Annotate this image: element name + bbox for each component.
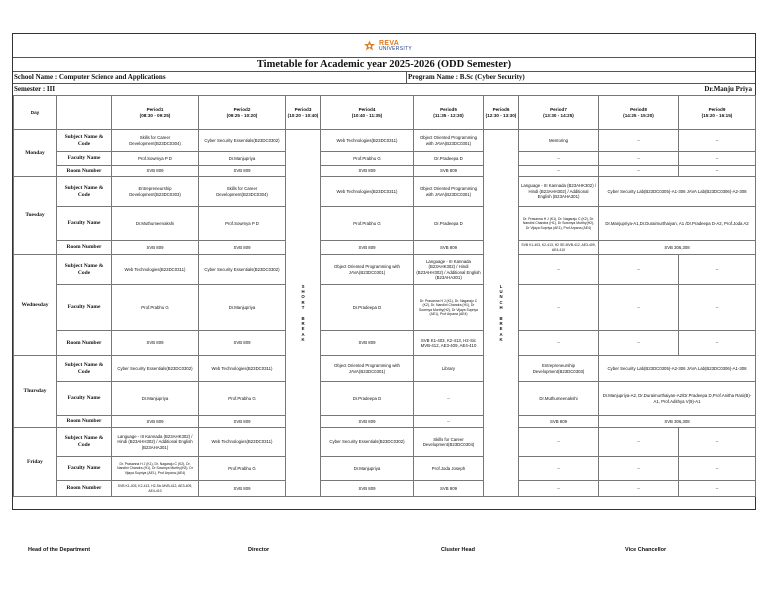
table-cell: SVB K1-403, K2-413, H2 SE-MVB-412, AE3-409, AE4-410 [519, 241, 599, 255]
row-label-faculty: Faculty Name [57, 285, 112, 331]
table-cell: -- [679, 457, 756, 481]
table-cell: SVB 306,308 [599, 416, 756, 428]
table-cell: Library [414, 356, 484, 382]
table-cell: Dr.Pradeepa D [414, 207, 484, 241]
table-cell: -- [519, 166, 599, 177]
period-header: Period3 (10:20 - 10:40) [286, 96, 321, 130]
table-cell: SVB 809 [414, 166, 484, 177]
row-label-faculty: Faculty Name [57, 382, 112, 416]
table-cell: -- [599, 255, 679, 285]
table-cell: Dr.Manjupriya-A1,Dr.Duraimurthaiyan, A1 /Dr.Pradeepa D-A2, Prof.Joda A2 [599, 207, 756, 241]
table-cell: SVB 809 [321, 416, 414, 428]
row-label-subject: Subject Name & Code [57, 428, 112, 457]
table-cell: Dr.Manjupriya-A2, Dr.Duraimurthaiyan-A2/Dr.Pradeepa D,Prof.Anitha Rani(B)-A1, Prof.Adithya V(9)-A1 [599, 382, 756, 416]
table-cell: Prof.Joda Joseph [414, 457, 484, 481]
table-cell: Cyber Security Essentials(B23DC0302) [112, 356, 199, 382]
period-header: Period2 (09:25 - 10:20) [199, 96, 286, 130]
table-cell: SVB 809 [321, 241, 414, 255]
table-cell: SVB 809 [112, 241, 199, 255]
row-label-faculty: Faculty Name [57, 152, 112, 166]
table-cell: Skills for Career Development(B23DC0304) [414, 428, 484, 457]
table-cell: -- [599, 152, 679, 166]
period-header: Period9 (15:20 - 16:15) [679, 96, 756, 130]
table-cell: -- [599, 331, 679, 356]
table-cell: -- [519, 255, 599, 285]
table-cell: -- [679, 428, 756, 457]
table-cell: Dr.Manjupriya [321, 457, 414, 481]
row-label-subject: Subject Name & Code [57, 130, 112, 152]
row-label-room: Room Number [57, 331, 112, 356]
table-cell: Language - III Kannada (B23AHK302) / Hindi (B23AHH302) / Additional English (B23AHA301) [414, 255, 484, 285]
table-cell: Prof.Prabhu G [321, 207, 414, 241]
signature-hod: Head of the Department [28, 547, 91, 553]
table-cell: Cyber Security Essentials(B23DC0302) [199, 130, 286, 152]
table-row [14, 457, 756, 481]
table-cell: -- [599, 457, 679, 481]
table-cell: Prof.Sowmya P D [199, 207, 286, 241]
table-cell: -- [519, 285, 599, 331]
row-label-subject: Subject Name & Code [57, 356, 112, 382]
table-cell: Entrepreneurship Development(B23DC0303) [112, 177, 199, 207]
day-cell-monday: Monday [14, 130, 57, 177]
table-row [14, 255, 756, 285]
table-cell: Dr.Muthumeenakshi [519, 382, 599, 416]
page-title: Timetable for Academic year 2025-2026 (ODD Semester) [256, 59, 512, 70]
row-label-room: Room Number [57, 416, 112, 428]
table-cell: -- [519, 481, 599, 497]
table-cell: Object Oriented Programming with JAVA(B23DC0301) [414, 130, 484, 152]
table-cell: SVB 809 [112, 166, 199, 177]
table-row [14, 177, 756, 207]
table-row [14, 241, 756, 255]
university-logo [363, 37, 427, 55]
table-cell: SVB 809 [414, 481, 484, 497]
table-row [14, 285, 756, 331]
table-cell: Prof.Prabhu G [199, 457, 286, 481]
table-cell: SVB 809 [321, 166, 414, 177]
table-row [14, 382, 756, 416]
table-cell: Entrepreneurship Development(B23DC0303) [519, 356, 599, 382]
table-cell: Web Technologies(B23DC0311) [321, 177, 414, 207]
table-cell: -- [414, 416, 484, 428]
table-cell: Cyber Security Essentials(B23DC0302) [321, 428, 414, 457]
table-cell: -- [519, 331, 599, 356]
table-row [14, 331, 756, 356]
signature-director: Director [248, 547, 270, 553]
table-cell: Dr.Pradeepa D [321, 382, 414, 416]
period-header: Period1 (08:30 - 09:25) [112, 96, 199, 130]
header-row [14, 96, 756, 130]
table-cell: SVB 809 [321, 481, 414, 497]
table-cell: Web Technologies(B23DC0311) [199, 428, 286, 457]
table-cell: Dr.Manjupriya [199, 285, 286, 331]
table-cell: Dr.Pradeepa D [414, 152, 484, 166]
logo-subtitle: UNIVERSITY [379, 46, 413, 52]
table-cell: -- [599, 130, 679, 152]
table-cell: Cyber Security Lab(B23DC0305)-A1-306 JAVA Lab(B23DC0306)-A2-308 [599, 177, 756, 207]
table-cell: SVB 809 [199, 416, 286, 428]
table-row [14, 152, 756, 166]
period-header: Period7 (13:30 - 14:25) [519, 96, 599, 130]
table-cell: Dr. Prasanna H J (K1), Dr. Nagaraju C (K2), Dr. Nandini Chandra (H1), Dr Sowmya Murthy(H2), Dr Vijaya Supriya (AE1), Prof Arpana (AE4) [519, 207, 599, 241]
school-name: School Name : Computer Science and Applications [14, 73, 166, 81]
program-name: Program Name : B.Sc (Cyber Security) [408, 73, 525, 81]
table-cell: -- [679, 130, 756, 152]
table-cell: Prof.Prabhu G [112, 285, 199, 331]
table-row [14, 428, 756, 457]
period-header: Period5 (11:35 - 12:30) [414, 96, 484, 130]
table-cell: -- [679, 331, 756, 356]
table-cell: Cyber Security Lab(B23DC0305)-A2-306 JAVA Lab(B23DC0306)-A1-308 [599, 356, 756, 382]
day-cell-wednesday: Wednesday [14, 255, 57, 356]
reva-emblem-icon [363, 40, 376, 53]
table-cell: -- [599, 285, 679, 331]
table-cell: Prof.Prabhu G [321, 152, 414, 166]
divider [13, 57, 755, 58]
table-cell: Dr. Prasanna H J (K1), Dr. Nagaraju C (K2), Dr. Nandini Chandra (H1), Dr Sowmya Murthy(H2), Dr Vijaya Supriya (AE1), Prof Arpana (AE4) [112, 457, 199, 481]
table-cell: -- [519, 457, 599, 481]
table-cell: Dr.Manjupriya [199, 152, 286, 166]
table-cell: SVB 809 [199, 481, 286, 497]
row-label-subject: Subject Name & Code [57, 255, 112, 285]
table-cell: SVB 809 [112, 331, 199, 356]
table-cell: Prof.Prabhu G [199, 382, 286, 416]
table-cell: -- [679, 152, 756, 166]
table-cell: -- [519, 152, 599, 166]
table-cell: -- [599, 166, 679, 177]
timetable-table [13, 95, 756, 497]
table-row [14, 356, 756, 382]
lunch-break-column: L U N C H B R E A K [484, 130, 519, 497]
period-header: Period6 (12:30 - 13:30) [484, 96, 519, 130]
row-label-subject: Subject Name & Code [57, 177, 112, 207]
table-cell: Dr.Muthumeenakshi [112, 207, 199, 241]
table-cell: Dr. Prasanna H J (K1), Dr. Nagaraju C (K2), Dr. Nandini Chandra (H1), Dr Sowmya Murthy(H2), Dr Vijaya Supriya (AE1), Prof Arpana (AE4) [414, 285, 484, 331]
blank-header [57, 96, 112, 130]
table-cell: SVB K1-403, K2-413, H2-Sic MVB-412, AE3-409, AE4-410 [112, 481, 199, 497]
table-cell: SVB 809 [199, 331, 286, 356]
table-cell: -- [679, 285, 756, 331]
table-cell: Object Oriented Programming with JAVA(B23DC0301) [321, 356, 414, 382]
table-cell: -- [679, 481, 756, 497]
row-label-faculty: Faculty Name [57, 207, 112, 241]
row-label-room: Room Number [57, 241, 112, 255]
table-cell: SVB 809 [199, 241, 286, 255]
table-row [14, 481, 756, 497]
divider [13, 71, 755, 72]
coordinator-name: Dr.Manju Priya [704, 85, 752, 93]
table-cell: SVB 809 [519, 416, 599, 428]
row-label-room: Room Number [57, 166, 112, 177]
row-label-faculty: Faculty Name [57, 457, 112, 481]
divider [406, 71, 407, 83]
semester-label: Semester : III [14, 85, 56, 93]
table-cell: Skills for Career Development(B23DC0304) [199, 177, 286, 207]
timetable-sheet [12, 33, 756, 510]
table-cell: SVB 809 [112, 416, 199, 428]
table-row [14, 416, 756, 428]
table-cell: -- [599, 428, 679, 457]
table-cell: Dr.Pradeepa D [321, 285, 414, 331]
table-cell: -- [414, 382, 484, 416]
table-cell: -- [599, 481, 679, 497]
table-cell: Web Technologies(B23DC0311) [199, 356, 286, 382]
table-cell: Skills for Career Development(B23DC0304) [112, 130, 199, 152]
table-cell: Cyber Security Essentials(B23DC0302) [199, 255, 286, 285]
table-cell: Web Technologies(B23DC0311) [112, 255, 199, 285]
table-cell: -- [679, 255, 756, 285]
row-label-room: Room Number [57, 481, 112, 497]
period-header: Period8 (14:25 - 15:20) [599, 96, 679, 130]
day-cell-thursday: Thursday [14, 356, 57, 428]
table-cell: Language - III Kannada (B23AHK302) / Hindi (B23AHH302) / Additional English (B23AHA301) [519, 177, 599, 207]
table-cell: Object Oriented Programming with JAVA(B23DC0301) [414, 177, 484, 207]
table-cell: Language - III Kannada (B23AHK302) / Hindi (B23AHH302) / Additional English (B23AHA301) [112, 428, 199, 457]
day-header: Day [14, 96, 57, 130]
table-cell: SVB 809 [414, 241, 484, 255]
short-break-column: S H O R T B R E A K [286, 130, 321, 497]
logo-name: REVA [379, 40, 400, 47]
table-cell: Web Technologies(B23DC0311) [321, 130, 414, 152]
divider [13, 83, 755, 84]
signature-cluster-head: Cluster Head [441, 547, 475, 553]
table-cell: SVB 809 [199, 166, 286, 177]
table-cell: -- [679, 166, 756, 177]
table-cell: Dr.Manjupriya [112, 382, 199, 416]
table-row [14, 130, 756, 152]
table-cell: -- [519, 428, 599, 457]
table-cell: SVB K1-403, K2-413, H2-Sic MVB-412, AE3-409, AE4-410 [414, 331, 484, 356]
table-row [14, 207, 756, 241]
period-header: Period4 (10:40 - 11:35) [321, 96, 414, 130]
signature-vice-chancellor: Vice Chancellor [625, 547, 667, 553]
table-cell: Object Oriented Programming with JAVA(B23DC0301) [321, 255, 414, 285]
day-cell-friday: Friday [14, 428, 57, 497]
table-cell: SVB 306,308 [599, 241, 756, 255]
table-cell: SVB 809 [321, 331, 414, 356]
table-cell: Prof.Sowmya P D [112, 152, 199, 166]
day-cell-tuesday: Tuesday [14, 177, 57, 255]
table-row [14, 166, 756, 177]
table-cell: Mentoring [519, 130, 599, 152]
